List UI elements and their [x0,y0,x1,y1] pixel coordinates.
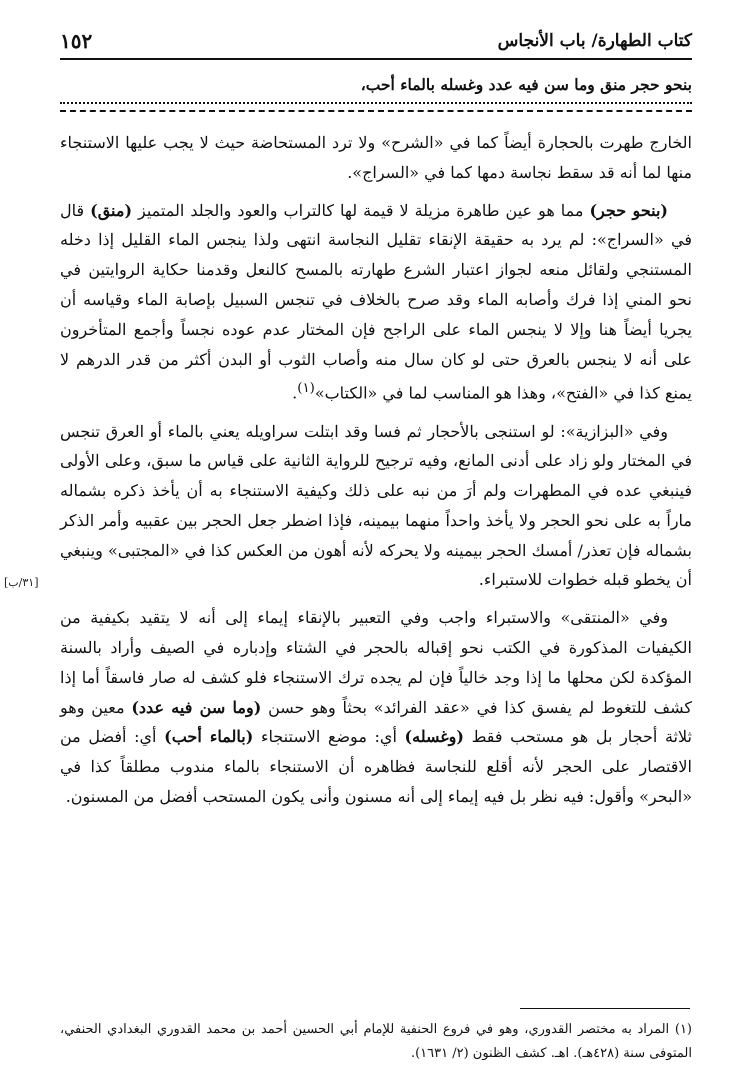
commentary-body [60,128,692,820]
page-number: ١٥٢ [60,29,93,53]
dashed-rule [60,110,692,112]
matn-quote: (منق) [90,200,133,220]
paragraph-text: أي: أفضل من الاقتصار على الحجر لأنه أقلع للنجاسة فظاهره أن الاستنجاء بالماء مندوب مطلقاً كذا في «البحر» وأقول: فيه نظر بل فيه إيماء إلى أنه مسنون وأنى يكون المستحب أفضل من المسنون. [60,727,692,807]
paragraph-text: قال في «السراج»: لم يرد به حقيقة الإنقاء تقليل النجاسة انتهى ولذا ينجس الماء القليل إذا دخله المستنجي ولقائل منعه لجواز اعتبار الشرع طهارته بالمسح كالنعل وقدمنا حكاية الروايتين في نحو المني إذا فرك وأصابه الماء وقد صرح بالخلاف في تنجس السبيل بإصابة الماء وقياسه أن يجريا أيضاً هنا وإلا لا ينجس الماء على الراجح فإن المختار عدم عوده نجساً وأجمع المتأخرون على أنه لا ينجس بالعرق حتى لو كان سال منه وأصاب الثوب أو البدن أكثر من قدر الدرهم لا يمنع كذا في «الفتح»، وهذا هو المناسب لما في «الكتاب» [60,200,692,403]
matn-block [60,72,692,112]
paragraph-2: (بنحو حجر) مما هو عين طاهرة مزيلة لا قيمة لها كالتراب والعود والجلد المتميز (منق) قال في «السراج»: لم يرد به حقيقة الإنقاء تقليل النجاسة انتهى ولذا ينجس الماء القليل إذا دخله المستنجي ولقائل منعه لجواز اعتبار الشرع طهارته بالمسح كالنعل وقدمنا حكاية الروايتين في نحو المني إذا فرك وأصابه الماء وقد صرح بالخلاف في تنجس السبيل بإصابة الماء وقياسه أن يجريا أيضاً هنا وإلا لا ينجس الماء على الراجح فإن المختار عدم عوده نجساً وأجمع المتأخرون على أنه لا ينجس بالعرق حتى لو كان سال منه وأصاب الثوب أو البدن أكثر من قدر الدرهم لا يمنع كذا في «الفتح»، وهذا هو المناسب لما في «الكتاب»$^{(١)}$. [60,200,692,403]
matn-quote: (وغسله) [404,727,464,747]
footnote-separator [520,1008,690,1009]
matn-separator [60,102,692,112]
matn-text: بنحو حجر منق وما سن فيه عدد وغسله بالماء أحب، [360,75,692,94]
paragraph-1: الخارج طهرت بالحجارة أيضاً كما في «الشرح» ولا ترد المستحاضة حيث لا يجب عليها الاستنجاء منها لما أنه قد سقط نجاسة دمها كما في «السراج». [60,133,692,182]
paragraph-3: وفي «البزازية»: لو استنجى بالأحجار ثم فسا وقد ابتلت سراويله يعني بالماء أو العرق تنجس في المختار ولو زاد على أدنى المانع، وفيه ترجيح للرواية الثانية على قياس ما سبق، وعلى الأولى فينبغي عده في المطهرات ولم أرَ من نبه على ذلك وكيفية الاستنجاء به أن يأخذ ذكره بشماله ماراً به على نحو الحجر ولا يأخذ واحداً منهما بيمينه، فإذا اضطر جعل الحجر بين عقبيه وأمر الذكر بشماله فإن تعذر/ أمسك الحجر بيمينه ولا يحركه لأنه أهون من العكس كذا في «المجتبى» وينبغي أن يخطو قبله خطوات للاستبراء. [60,421,692,590]
paragraph-text: معين وهو ثلاثة أحجار بل هو مستحب فقط [60,697,693,747]
matn-quote: (بنحو حجر) [589,200,669,220]
page-header [60,24,692,60]
matn-quote: (وما سن فيه عدد) [131,697,262,717]
paragraph-4 [60,603,692,812]
matn-quote: (بالماء أحب) [164,727,254,747]
manuscript-folio-marker: [٣١/ب] [4,576,39,589]
paragraph-text: وفي «المنتقى» والاستبراء واجب وفي التعبير بالإنقاء إيماء إلى أنه لا يتقيد بكيفية من الكيفيات المذكورة في الكتب نحو إقباله بالحجر في الشتاء وإدباره في الصيف وأراد بالسنة المؤكدة لكن محلها ما إذا وجد خالياً فإن لم يجده ترك الاستنجاء فلو كشف له صار فاسقاً أما إذا كشف للتغوط لم يفسق كذا في «عقد الفرائد» بحثاً وهو حسن [60,608,692,717]
running-title: كتاب الطهارة/ باب الأنجاس [497,31,692,51]
paragraph-text: أي: موضع الاستنجاء [253,727,405,747]
paragraph-text: مما هو عين طاهرة مزيلة لا قيمة لها كالتراب والعود والجلد المتميز [132,200,590,220]
footnote-ref[interactable]: (١) [297,381,315,397]
footnote: (١) المراد به مختصر القدوري، وهو في فروع الحنفية للإمام أبي الحسين أحمد بن محمد القدوري البغدادي الحنفي، المتوفى سنة (٤٢٨هـ). اهـ. كشف الظنون (٢/ ١٦٣١). [60,1022,692,1061]
dotted-rule [60,102,692,104]
